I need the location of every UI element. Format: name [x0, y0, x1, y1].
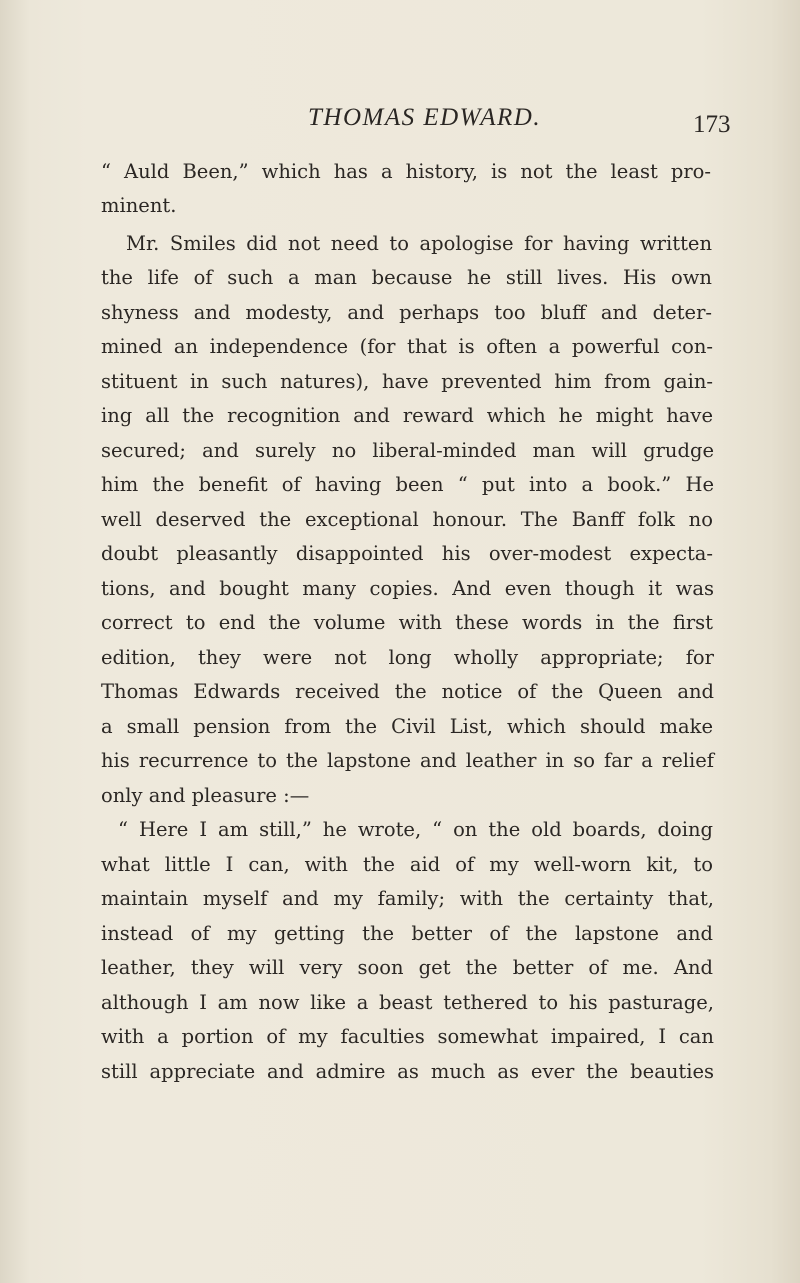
text-line: minent. [101, 194, 177, 217]
text-line: stituent in such natures), have prevented him from gain- [101, 370, 713, 393]
text-line: tions, and bought many copies. And even though it was [101, 577, 714, 600]
running-head: THOMAS EDWARD. [308, 104, 542, 131]
text-line: instead of my getting the better of the lapstone and [101, 922, 713, 945]
text-line: maintain myself and my family; with the certainty that, [101, 887, 714, 910]
text-line: only and pleasure :— [101, 784, 310, 807]
text-line: leather, they will very soon get the better of me. And [101, 956, 713, 979]
text-line: “ Here I am still,” he wrote, “ on the old boards, doing [118, 818, 713, 841]
text-line: “ Auld Been,” which has a history, is not the least pro- [101, 160, 711, 183]
page-number: 173 [693, 111, 731, 138]
text-line: Thomas Edwards received the notice of the Queen and [101, 680, 714, 703]
text-line: the life of such a man because he still lives. His own [101, 266, 712, 289]
text-line: edition, they were not long wholly appropriate; for [101, 646, 714, 669]
text-line: what little I can, with the aid of my well-worn kit, to [101, 853, 713, 876]
text-line: with a portion of my faculties somewhat impaired, I can [101, 1025, 714, 1048]
text-line: Mr. Smiles did not need to apologise for having written [126, 232, 712, 255]
text-line: well deserved the exceptional honour. The Banff folk no [101, 508, 713, 531]
text-line: shyness and modesty, and perhaps too bluff and deter- [101, 301, 712, 324]
text-line: a small pension from the Civil List, which should make [101, 715, 713, 738]
text-line: him the benefit of having been “ put into a book.” He [101, 473, 714, 496]
text-line: although I am now like a beast tethered to his pasturage, [101, 991, 714, 1014]
text-line: mined an independence (for that is often a powerful con- [101, 335, 713, 358]
text-line: secured; and surely no liberal-minded man will grudge [101, 439, 714, 462]
page-header [0, 104, 800, 144]
text-line: ing all the recognition and reward which he might have [101, 404, 713, 427]
text-line: correct to end the volume with these words in the first [101, 611, 713, 634]
text-line: doubt pleasantly disappointed his over-modest expecta- [101, 542, 713, 565]
text-line: still appreciate and admire as much as ever the beauties [101, 1060, 714, 1083]
text-line: his recurrence to the lapstone and leather in so far a relief [101, 749, 714, 772]
